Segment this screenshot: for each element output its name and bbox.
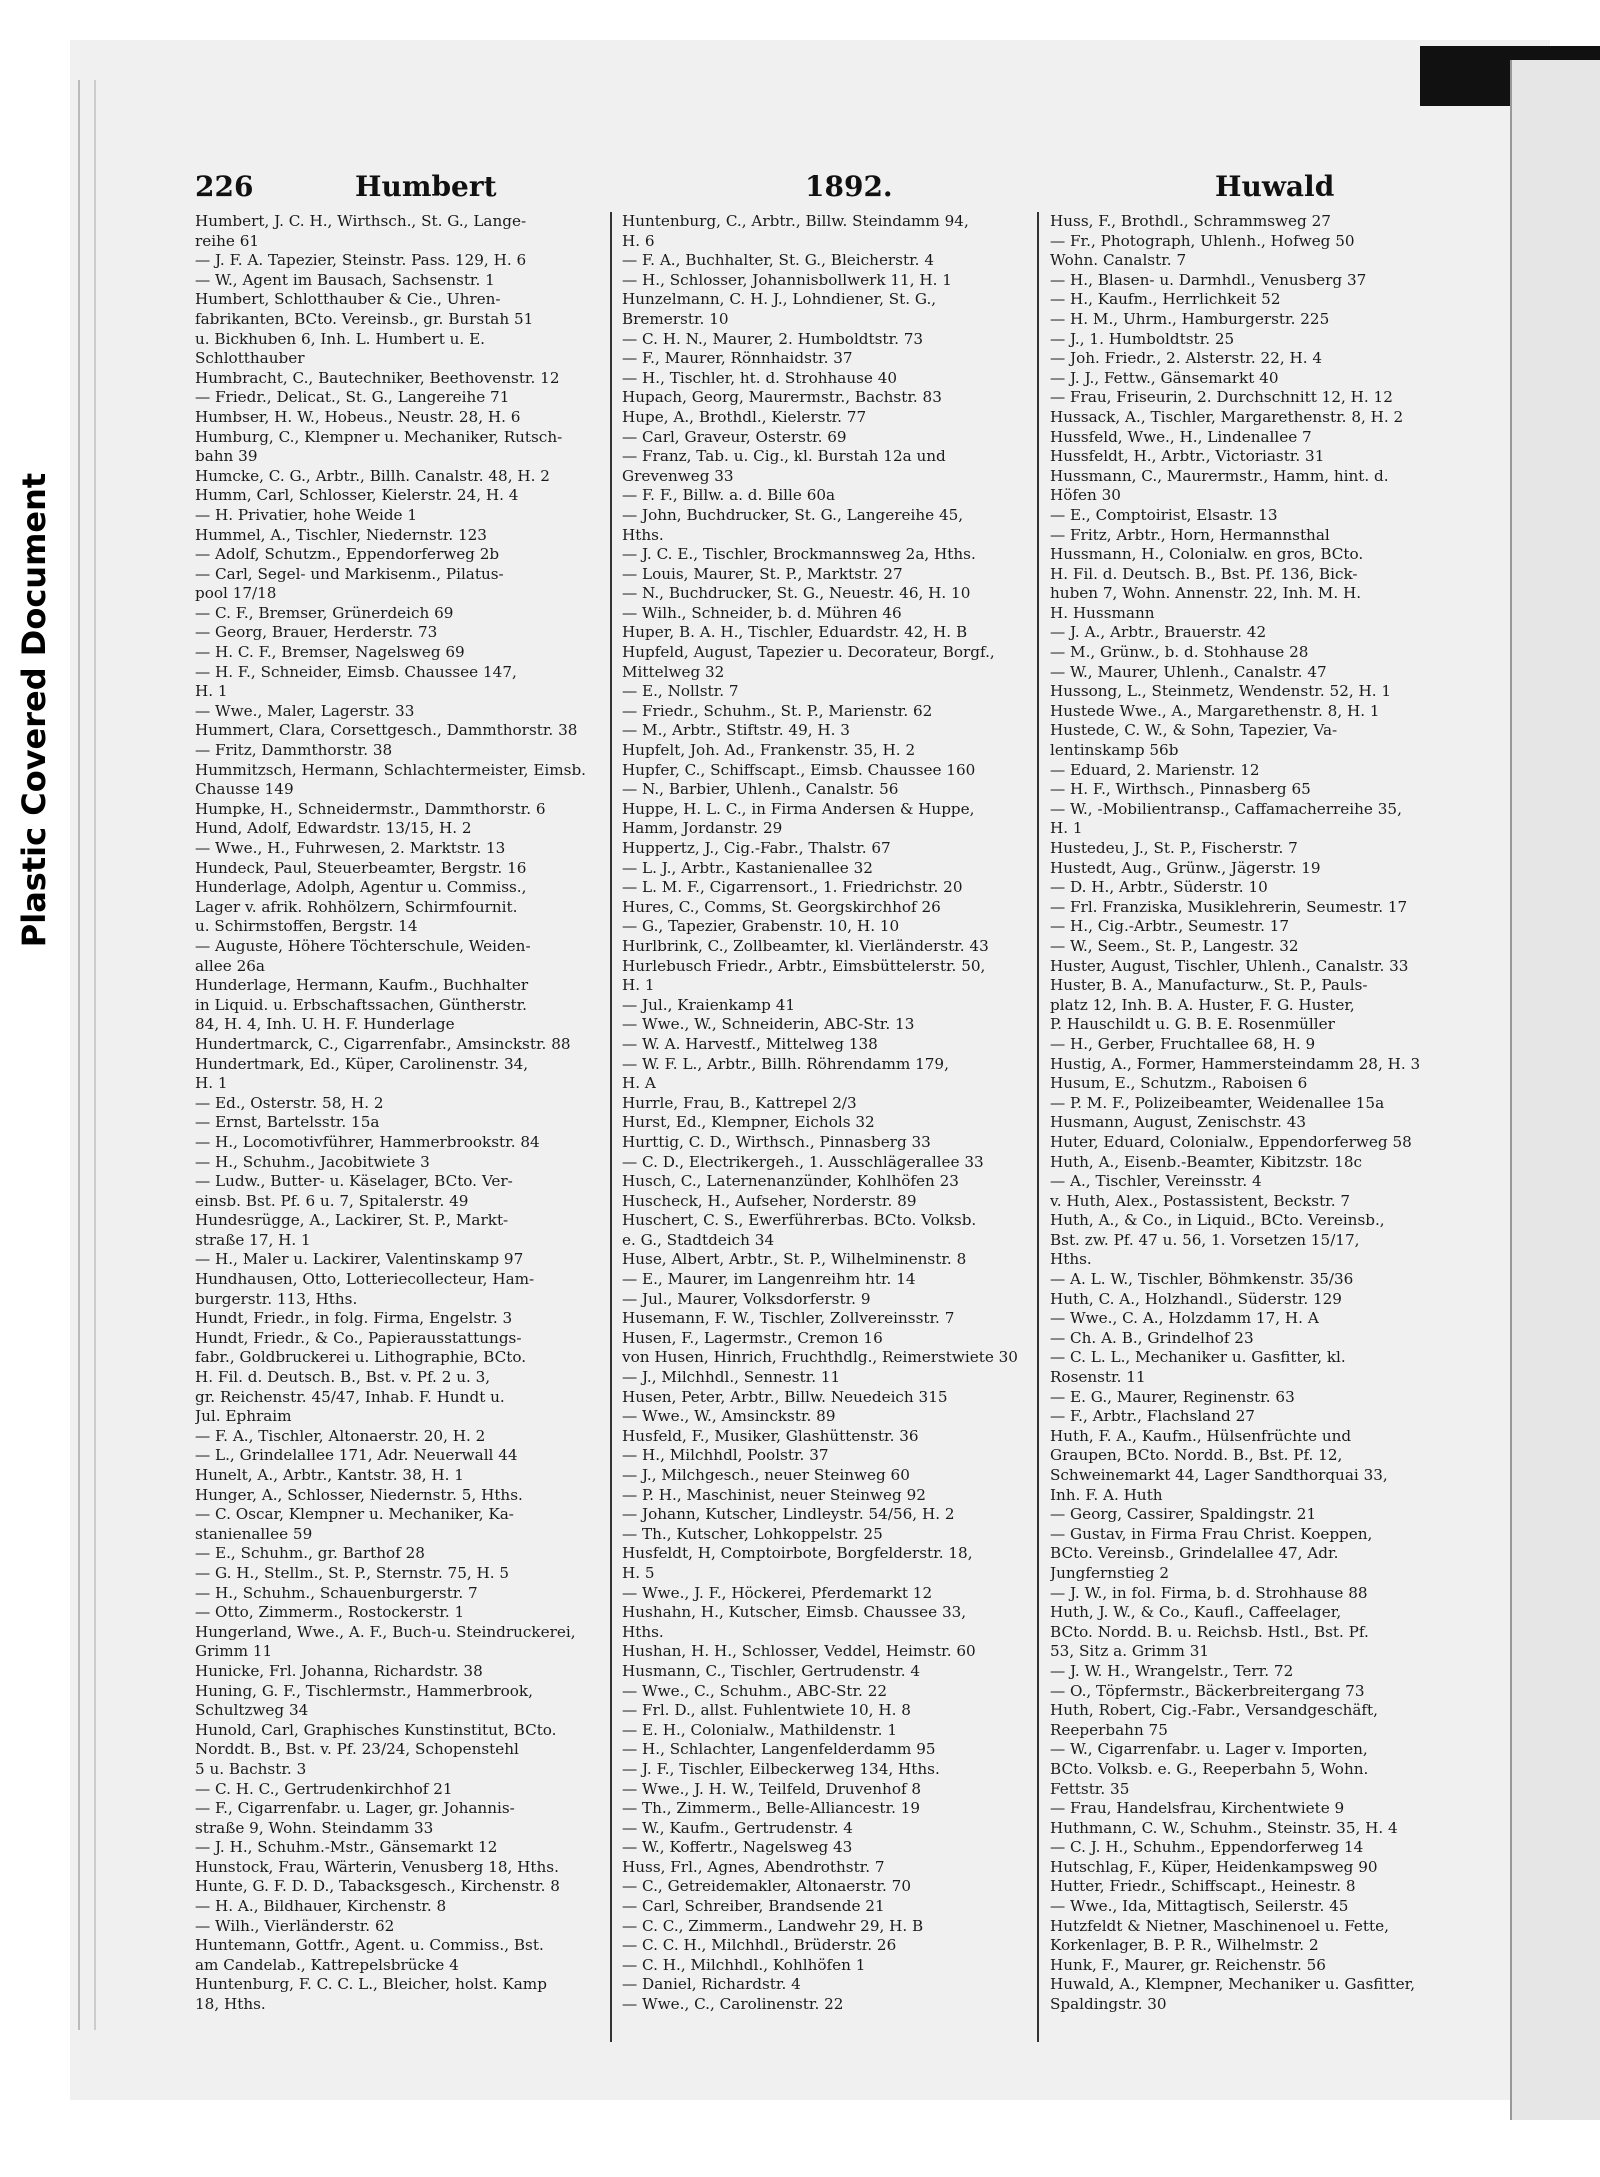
directory-line: u. Bickhuben 6, Inh. L. Humbert u. E. — [195, 329, 486, 348]
directory-line: — C. C. H., Milchhdl., Brüderstr. 26 — [622, 1936, 897, 1955]
directory-line: Norddt. B., Bst. v. Pf. 23/24, Schopenstehl — [195, 1740, 519, 1759]
directory-line: straße 17, H. 1 — [195, 1230, 311, 1249]
directory-line: Huth, F. A., Kaufm., Hülsenfrüchte und — [1050, 1426, 1352, 1445]
directory-line: platz 12, Inh. B. A. Huster, F. G. Huster, — [1050, 995, 1355, 1014]
directory-line: — C. L. L., Mechaniker u. Gasfitter, kl. — [1050, 1348, 1346, 1367]
directory-line: — A. L. W., Tischler, Böhmkenstr. 35/36 — [1050, 1270, 1354, 1289]
directory-line: H. A — [622, 1074, 656, 1093]
directory-line: — H., Tischler, ht. d. Strohhause 40 — [622, 368, 898, 387]
directory-line: — Otto, Zimmerm., Rostockerstr. 1 — [195, 1603, 465, 1622]
directory-line: — Daniel, Richardstr. 4 — [622, 1975, 801, 1994]
directory-line: — Joh. Friedr., 2. Alsterstr. 22, H. 4 — [1050, 349, 1323, 368]
directory-line: Huster, August, Tischler, Uhlenh., Canalstr. 33 — [1050, 956, 1409, 975]
directory-line: — J. H., Schuhm.-Mstr., Gänsemarkt 12 — [195, 1838, 498, 1857]
directory-line: — H., Kaufm., Herrlichkeit 52 — [1050, 290, 1281, 309]
directory-line: — W. A. Harvestf., Mittelweg 138 — [622, 1034, 878, 1053]
directory-line: — Wwe., Maler, Lagerstr. 33 — [195, 701, 415, 720]
directory-line: H. Fil. d. Deutsch. B., Bst. Pf. 136, Bick- — [1050, 564, 1358, 583]
directory-line: Husch, C., Laternenanzünder, Kohlhöfen 23 — [622, 1172, 959, 1191]
directory-line: — H., Maler u. Lackirer, Valentinskamp 97 — [195, 1250, 524, 1269]
directory-line: Hussmann, C., Maurermstr., Hamm, hint. d. — [1050, 466, 1389, 485]
directory-line: — Wwe., C., Carolinenstr. 22 — [622, 1995, 844, 2014]
directory-line: Hushan, H. H., Schlosser, Veddel, Heimstr. 60 — [622, 1642, 976, 1661]
directory-line: Huscheck, H., Aufseher, Norderstr. 89 — [622, 1191, 917, 1210]
directory-line: — N., Barbier, Uhlenh., Canalstr. 56 — [622, 780, 899, 799]
directory-line: — H., Blasen- u. Darmhdl., Venusberg 37 — [1050, 270, 1367, 289]
directory-line: — G., Tapezier, Grabenstr. 10, H. 10 — [622, 917, 900, 936]
column-divider-1 — [610, 212, 612, 2042]
header-year: 1892. — [805, 170, 893, 203]
directory-line: Husen, Peter, Arbtr., Billw. Neuedeich 315 — [622, 1387, 948, 1406]
directory-line: Hunger, A., Schlosser, Niedernstr. 5, Hths. — [195, 1485, 523, 1504]
directory-line: — F., Maurer, Rönnhaidstr. 37 — [622, 349, 853, 368]
directory-line: Hutter, Friedr., Schiffscapt., Heinestr. 8 — [1050, 1877, 1356, 1896]
header-right-word: Huwald — [1215, 170, 1335, 203]
directory-line: — P. H., Maschinist, neuer Steinweg 92 — [622, 1485, 926, 1504]
directory-line: — C. H. N., Maurer, 2. Humboldtstr. 73 — [622, 329, 924, 348]
directory-line: — J., Milchgesch., neuer Steinweg 60 — [622, 1466, 910, 1484]
directory-line: Huppe, H. L. C., in Firma Andersen & Huppe, — [622, 799, 975, 818]
directory-line: H. Fil. d. Deutsch. B., Bst. v. Pf. 2 u. 3, — [195, 1368, 491, 1387]
directory-line: Hundhausen, Otto, Lotteriecollecteur, Ham- — [195, 1270, 535, 1289]
directory-line: in Liquid. u. Erbschaftssachen, Güntherstr. — [195, 995, 528, 1014]
directory-line: Humburg, C., Klempner u. Mechaniker, Rutsch- — [195, 427, 563, 446]
directory-line: am Candelab., Kattrepelsbrücke 4 — [195, 1955, 459, 1974]
sidebar-label — [4, 440, 64, 980]
column-3 — [1050, 212, 1462, 2062]
directory-line: — C. Oscar, Klempner u. Mechaniker, Ka- — [195, 1505, 514, 1524]
directory-line: — Wwe., W., Schneiderin, ABC-Str. 13 — [622, 1015, 915, 1034]
directory-line: — H. C. F., Bremser, Nagelsweg 69 — [195, 643, 465, 662]
directory-line: Huning, G. F., Tischlermstr., Hammerbrook, — [195, 1681, 533, 1700]
directory-line: — Friedr., Schuhm., St. P., Marienstr. 62 — [622, 701, 933, 720]
header-left-word: Humbert — [355, 170, 497, 203]
directory-line: Hungerland, Wwe., A. F., Buch-u. Steindruckerei, — [195, 1622, 576, 1641]
directory-line: — H. F., Schneider, Eimsb. Chaussee 147, — [195, 662, 517, 681]
directory-line: — E., Comptoirist, Elsastr. 13 — [1050, 505, 1278, 524]
directory-line: Hund, Adolf, Edwardstr. 13/15, H. 2 — [195, 819, 472, 838]
directory-line: Huth, A., & Co., in Liquid., BCto. Vereinsb., — [1050, 1211, 1385, 1230]
directory-line: Graupen, BCto. Nordd. B., Bst. Pf. 12, — [1050, 1446, 1343, 1465]
directory-line: — H. Privatier, hohe Weide 1 — [195, 505, 418, 524]
directory-line: — Wilh., Schneider, b. d. Mühren 46 — [622, 603, 902, 622]
directory-line: Humbser, H. W., Hobeus., Neustr. 28, H. 6 — [195, 407, 521, 426]
directory-line: Hunzelmann, C. H. J., Lohndiener, St. G., — [622, 290, 937, 309]
directory-line: Husmann, August, Zenischstr. 43 — [1050, 1113, 1307, 1132]
directory-line: e. G., Stadtdeich 34 — [622, 1230, 775, 1249]
directory-line: — D. H., Arbtr., Süderstr. 10 — [1050, 878, 1268, 897]
directory-line: Hures, C., Comms, St. Georgskirchhof 26 — [622, 897, 941, 916]
directory-line: H. 5 — [622, 1563, 655, 1582]
directory-line: — Eduard, 2. Marienstr. 12 — [1050, 760, 1260, 779]
directory-line: Hurrle, Frau, B., Kattrepel 2/3 — [622, 1093, 857, 1112]
directory-line: Huper, B. A. H., Tischler, Eduardstr. 42, H. B — [622, 623, 968, 642]
directory-line: straße 9, Wohn. Steindamm 33 — [195, 1818, 434, 1837]
directory-line: H. Hussmann — [1050, 603, 1155, 622]
directory-line: Inh. F. A. Huth — [1050, 1485, 1163, 1504]
directory-line: — Auguste, Höhere Töchterschule, Weiden- — [195, 936, 531, 955]
directory-line: — H. F., Wirthsch., Pinnasberg 65 — [1050, 780, 1311, 799]
directory-line: — W., Cigarrenfabr. u. Lager v. Importen, — [1050, 1740, 1368, 1759]
directory-line: Husmann, C., Tischler, Gertrudenstr. 4 — [622, 1661, 921, 1680]
directory-line: gr. Reichenstr. 45/47, Inhab. F. Hundt u. — [195, 1387, 505, 1406]
directory-line: Hundertmarck, C., Cigarrenfabr., Amsinckstr. 88 — [195, 1034, 571, 1053]
directory-line: Hutschlag, F., Küper, Heidenkampsweg 90 — [1050, 1857, 1378, 1876]
directory-line: — J. J., Fettw., Gänsemarkt 40 — [1050, 368, 1279, 387]
directory-line: lentinskamp 56b — [1050, 741, 1179, 760]
directory-line: — Fritz, Dammthorstr. 38 — [195, 741, 393, 760]
directory-line: Hths. — [1050, 1250, 1092, 1269]
directory-line: — C. H., Milchhdl., Kohlhöfen 1 — [622, 1955, 866, 1974]
directory-line: Hurst, Ed., Klempner, Eichols 32 — [622, 1113, 875, 1132]
directory-line: — Frau, Friseurin, 2. Durchschnitt 12, H. 12 — [1050, 388, 1393, 407]
directory-line: — W., Agent im Bausach, Sachsenstr. 1 — [195, 270, 495, 289]
directory-line: Hussong, L., Steinmetz, Wendenstr. 52, H. 1 — [1050, 682, 1392, 701]
directory-line: Hushahn, H., Kutscher, Eimsb. Chaussee 33, — [622, 1603, 967, 1622]
directory-line: — Carl, Segel- und Markisenm., Pilatus- — [195, 564, 504, 583]
directory-line: — Ernst, Bartelsstr. 15a — [195, 1113, 380, 1132]
directory-line: v. Huth, Alex., Postassistent, Beckstr. 7 — [1050, 1191, 1351, 1210]
directory-line: Lager v. afrik. Rohhölzern, Schirmfournit. — [195, 897, 518, 916]
directory-line: Huthmann, C. W., Schuhm., Steinstr. 35, H. 4 — [1050, 1818, 1398, 1837]
directory-line: Hurlbrink, C., Zollbeamter, kl. Vierländerstr. 43 — [622, 936, 989, 955]
directory-line: — H., Milchhdl, Poolstr. 37 — [622, 1446, 829, 1465]
directory-line: — W., Maurer, Uhlenh., Canalstr. 47 — [1050, 662, 1327, 681]
directory-line: Huschert, C. S., Ewerführerbas. BCto. Volksb. — [622, 1211, 977, 1230]
directory-line: Bremerstr. 10 — [622, 309, 729, 328]
directory-line: Hunelt, A., Arbtr., Kantstr. 38, H. 1 — [195, 1466, 464, 1484]
directory-line: Hummitzsch, Hermann, Schlachtermeister, Eimsb. — [195, 760, 587, 779]
directory-line: — Frl. D., allst. Fuhlentwiete 10, H. 8 — [622, 1701, 911, 1720]
directory-line: — Fr., Photograph, Uhlenh., Hofweg 50 — [1050, 231, 1355, 250]
directory-line: Hundesrügge, A., Lackirer, St. P., Markt- — [195, 1211, 509, 1230]
directory-line: — Louis, Maurer, St. P., Marktstr. 27 — [622, 564, 903, 583]
directory-line: — Wwe., J. H. W., Teilfeld, Druvenhof 8 — [622, 1779, 922, 1798]
directory-line: — Ludw., Butter- u. Käselager, BCto. Ver- — [195, 1172, 513, 1191]
directory-line: Huntenburg, C., Arbtr., Billw. Steindamm 94, — [622, 212, 969, 230]
directory-line: Hundt, Friedr., in folg. Firma, Engelstr. 3 — [195, 1309, 513, 1328]
directory-line: 18, Hths. — [195, 1995, 266, 2014]
directory-line: — H., Gerber, Fruchtallee 68, H. 9 — [1050, 1034, 1316, 1053]
column-divider-2 — [1037, 212, 1039, 2042]
directory-line: Hummel, A., Tischler, Niedernstr. 123 — [195, 525, 487, 544]
left-margin — [0, 0, 70, 2177]
directory-line: — W., Seem., St. P., Langestr. 32 — [1050, 936, 1299, 955]
directory-line: — F. A., Tischler, Altonaerstr. 20, H. 2 — [195, 1426, 486, 1445]
directory-line: — C. C., Zimmerm., Landwehr 29, H. B — [622, 1916, 924, 1935]
directory-line: Humm, Carl, Schlosser, Kielerstr. 24, H. 4 — [195, 486, 519, 505]
directory-line: Korkenlager, B. P. R., Wilhelmstr. 2 — [1050, 1936, 1319, 1955]
directory-line: Husen, F., Lagermstr., Cremon 16 — [622, 1328, 883, 1347]
directory-line: Hupfeld, August, Tapezier u. Decorateur, Borgf., — [622, 643, 995, 662]
directory-line: H. 1 — [195, 1074, 228, 1093]
directory-line: — J. W., in fol. Firma, b. d. Strohhause 88 — [1050, 1583, 1368, 1602]
directory-line: BCto. Vereinsb., Grindelallee 47, Adr. — [1050, 1544, 1339, 1563]
adjacent-page-edge — [1510, 60, 1600, 2120]
directory-line: Huth, A., Eisenb.-Beamter, Kibitzstr. 18c — [1050, 1152, 1363, 1171]
directory-line: Hunte, G. F. D. D., Tabacksgesch., Kirchenstr. 8 — [195, 1877, 560, 1896]
directory-line: Hundeck, Paul, Steuerbeamter, Bergstr. 16 — [195, 858, 527, 877]
directory-line: — J., Milchhdl., Sennestr. 11 — [622, 1368, 841, 1387]
directory-line: Rosenstr. 11 — [1050, 1368, 1146, 1387]
directory-line: Fettstr. 35 — [1050, 1779, 1130, 1798]
directory-line: Hustig, A., Former, Hammersteindamm 28, H. 3 — [1050, 1054, 1421, 1073]
directory-line: — Georg, Cassirer, Spaldingstr. 21 — [1050, 1505, 1317, 1524]
directory-line: Schlotthauber — [195, 349, 305, 368]
directory-line: — Jul., Maurer, Volksdorferstr. 9 — [622, 1289, 871, 1308]
column-1 — [195, 212, 600, 2062]
directory-line: H. 1 — [622, 976, 655, 995]
directory-line: Husemann, F. W., Tischler, Zollvereinsstr. 7 — [622, 1309, 955, 1328]
column-2 — [622, 212, 1028, 2062]
directory-line: Hussfeldt, H., Arbtr., Victoriastr. 31 — [1050, 447, 1325, 466]
directory-line: Hamm, Jordanstr. 29 — [622, 819, 783, 838]
directory-line: Spaldingstr. 30 — [1050, 1995, 1167, 2014]
directory-line: BCto. Volksb. e. G., Reeperbahn 5, Wohn. — [1050, 1759, 1369, 1778]
directory-line: Hurttig, C. D., Wirthsch., Pinnasberg 33 — [622, 1132, 931, 1151]
directory-line: — F., Cigarrenfabr. u. Lager, gr. Johannis- — [195, 1799, 515, 1818]
directory-line: — C. J. H., Schuhm., Eppendorferweg 14 — [1050, 1838, 1364, 1857]
directory-line: stanienallee 59 — [195, 1524, 313, 1543]
directory-line: — John, Buchdrucker, St. G., Langereihe 45, — [622, 505, 964, 524]
directory-line: Huth, J. W., & Co., Kaufl., Caffeelager, — [1050, 1603, 1342, 1622]
directory-line: Hustede, C. W., & Sohn, Tapezier, Va- — [1050, 721, 1338, 740]
directory-line: einsb. Bst. Pf. 6 u. 7, Spitalerstr. 49 — [195, 1191, 469, 1210]
directory-line: P. Hauschildt u. G. B. E. Rosenmüller — [1050, 1015, 1335, 1034]
directory-line: — Georg, Brauer, Herderstr. 73 — [195, 623, 438, 642]
directory-line: — E. G., Maurer, Reginenstr. 63 — [1050, 1387, 1295, 1406]
directory-line: — Wwe., J. F., Höckerei, Pferdemarkt 12 — [622, 1583, 933, 1602]
directory-line: — Wilh., Vierländerstr. 62 — [195, 1916, 395, 1935]
directory-line: — Wwe., C. A., Holzdamm 17, H. A — [1050, 1309, 1319, 1328]
directory-line: — M., Grünw., b. d. Stohhause 28 — [1050, 643, 1309, 662]
directory-line: Hunold, Carl, Graphisches Kunstinstitut, BCto. — [195, 1720, 557, 1739]
directory-line: Jungfernstieg 2 — [1050, 1563, 1169, 1582]
directory-line: Hummert, Clara, Corsettgesch., Dammthorstr. 38 — [195, 721, 578, 740]
directory-line: — L. M. F., Cigarrensort., 1. Friedrichstr. 20 — [622, 878, 963, 897]
directory-line: burgerstr. 113, Hths. — [195, 1289, 358, 1308]
directory-line: — Wwe., H., Fuhrwesen, 2. Marktstr. 13 — [195, 839, 506, 857]
directory-line: — Frl. Franziska, Musiklehrerin, Seumestr. 17 — [1050, 897, 1408, 916]
sidebar-label-text: Plastic Covered Document — [15, 472, 54, 948]
directory-line: Grevenweg 33 — [622, 466, 734, 485]
directory-line: — H., Schlosser, Johannisbollwerk 11, H. 1 — [622, 270, 952, 289]
directory-line: Hussfeld, Wwe., H., Lindenallee 7 — [1050, 427, 1312, 446]
directory-line: — H., Schlachter, Langenfelderdamm 95 — [622, 1740, 936, 1759]
directory-line: — W., Kaufm., Gertrudenstr. 4 — [622, 1818, 853, 1837]
directory-line: — E., Maurer, im Langenreihm htr. 14 — [622, 1270, 916, 1289]
directory-line: allee 26a — [195, 956, 265, 975]
directory-line: — J., 1. Humboldtstr. 25 — [1050, 329, 1235, 348]
directory-line: H. 6 — [622, 231, 655, 250]
directory-line: — H., Schuhm., Schauenburgerstr. 7 — [195, 1583, 478, 1602]
directory-line: — J. F. A. Tapezier, Steinstr. Pass. 129, H. 6 — [195, 251, 527, 270]
directory-line: huben 7, Wohn. Annenstr. 22, Inh. M. H. — [1050, 584, 1362, 603]
directory-line: — J. F., Tischler, Eilbeckerweg 134, Hths. — [622, 1759, 940, 1778]
directory-line: Huntenburg, F. C. C. L., Bleicher, holst. Kamp — [195, 1975, 547, 1994]
directory-line: — Th., Kutscher, Lohkoppelstr. 25 — [622, 1524, 883, 1543]
directory-line: Huntemann, Gottfr., Agent. u. Commiss., Bst. — [195, 1936, 544, 1955]
directory-line: Huth, C. A., Holzhandl., Süderstr. 129 — [1050, 1289, 1342, 1308]
directory-line: — Th., Zimmerm., Belle-Alliancestr. 19 — [622, 1799, 921, 1818]
directory-line: Humbert, Schlotthauber & Cie., Uhren- — [195, 290, 501, 309]
directory-line: — N., Buchdrucker, St. G., Neuestr. 46, H. 10 — [622, 584, 971, 603]
directory-line: Mittelweg 32 — [622, 662, 725, 681]
directory-line: Huss, F., Brothdl., Schrammsweg 27 — [1050, 212, 1331, 230]
directory-line: 5 u. Bachstr. 3 — [195, 1759, 307, 1778]
directory-line: Bst. zw. Pf. 47 u. 56, 1. Vorsetzen 15/17, — [1050, 1230, 1360, 1249]
directory-line: — H. M., Uhrm., Hamburgerstr. 225 — [1050, 309, 1330, 328]
directory-line: — C., Getreidemakler, Altonaerstr. 70 — [622, 1877, 911, 1896]
directory-line: Hussack, A., Tischler, Margarethenstr. 8, H. 2 — [1050, 407, 1404, 426]
directory-line: — H., Locomotivführer, Hammerbrookstr. 84 — [195, 1132, 540, 1151]
directory-line: Hths. — [622, 1622, 664, 1641]
directory-line: — Ch. A. B., Grindelhof 23 — [1050, 1328, 1254, 1347]
directory-line: Hupach, Georg, Maurermstr., Bachstr. 83 — [622, 388, 942, 407]
directory-line: — P. M. F., Polizeibeamter, Weidenallee 15a — [1050, 1093, 1385, 1112]
directory-line: Hunderlage, Hermann, Kaufm., Buchhalter — [195, 976, 529, 995]
directory-line: — J. W. H., Wrangelstr., Terr. 72 — [1050, 1661, 1294, 1680]
directory-line: Reeperbahn 75 — [1050, 1720, 1168, 1739]
directory-line: Husum, E., Schutzm., Raboisen 6 — [1050, 1074, 1308, 1093]
page-edge — [78, 80, 96, 2030]
directory-line: — E., Schuhm., gr. Barthof 28 — [195, 1544, 425, 1563]
directory-line: Huster, B. A., Manufacturw., St. P., Pauls- — [1050, 976, 1368, 995]
directory-line: H. 1 — [1050, 819, 1083, 838]
directory-line: — C. F., Bremser, Grünerdeich 69 — [195, 603, 454, 622]
directory-line: — Gustav, in Firma Frau Christ. Koeppen, — [1050, 1524, 1373, 1543]
directory-line: fabr., Goldbruckerei u. Lithographie, BCto. — [195, 1348, 527, 1367]
directory-line: Huss, Frl., Agnes, Abendrothstr. 7 — [622, 1857, 885, 1876]
directory-line: — L. J., Arbtr., Kastanienallee 32 — [622, 858, 873, 877]
directory-line: Hustede Wwe., A., Margarethenstr. 8, H. 1 — [1050, 701, 1380, 720]
directory-line: — G. H., Stellm., St. P., Sternstr. 75, H. 5 — [195, 1563, 510, 1582]
directory-line: Huppertz, J., Cig.-Fabr., Thalstr. 67 — [622, 839, 891, 857]
directory-line: — L., Grindelallee 171, Adr. Neuerwall 44 — [195, 1446, 518, 1465]
directory-line: Husfeldt, H, Comptoirbote, Borgfelderstr. 18, — [622, 1544, 973, 1563]
directory-line: reihe 61 — [195, 231, 260, 250]
directory-line: — F. F., Billw. a. d. Bille 60a — [622, 486, 836, 505]
directory-line: Humcke, C. G., Arbtr., Billh. Canalstr. 48, H. 2 — [195, 466, 550, 485]
directory-line: Hundt, Friedr., & Co., Papierausstattungs- — [195, 1328, 522, 1347]
directory-line: — Franz, Tab. u. Cig., kl. Burstah 12a und — [622, 447, 946, 466]
directory-line: — M., Arbtr., Stiftstr. 49, H. 3 — [622, 721, 850, 740]
directory-line: u. Schirmstoffen, Bergstr. 14 — [195, 917, 418, 936]
directory-line: Huse, Albert, Arbtr., St. P., Wilhelminenstr. 8 — [622, 1250, 967, 1269]
directory-line: Humbert, J. C. H., Wirthsch., St. G., Lange- — [195, 212, 527, 230]
directory-line: — Friedr., Delicat., St. G., Langereihe 71 — [195, 388, 510, 407]
directory-line: Humpke, H., Schneidermstr., Dammthorstr. 6 — [195, 799, 546, 818]
directory-line: — W., Koffertr., Nagelsweg 43 — [622, 1838, 853, 1857]
directory-line: Hupe, A., Brothdl., Kielerstr. 77 — [622, 407, 867, 426]
directory-line: — Wwe., W., Amsinckstr. 89 — [622, 1407, 836, 1426]
directory-line: — Adolf, Schutzm., Eppendorferweg 2b — [195, 545, 500, 564]
directory-line: Husfeld, F., Musiker, Glashüttenstr. 36 — [622, 1426, 919, 1445]
directory-line: — W. F. L., Arbtr., Billh. Röhrendamm 179, — [622, 1054, 949, 1073]
directory-line: — Fritz, Arbtr., Horn, Hermannsthal — [1050, 525, 1330, 544]
directory-line: — Wwe., C., Schuhm., ABC-Str. 22 — [622, 1681, 888, 1700]
directory-line: 84, H. 4, Inh. U. H. F. Hunderlage — [195, 1015, 455, 1034]
directory-line: bahn 39 — [195, 447, 258, 466]
directory-line: — H., Schuhm., Jacobitwiete 3 — [195, 1152, 430, 1171]
directory-line: — O., Töpfermstr., Bäckerbreitergang 73 — [1050, 1681, 1365, 1700]
directory-line: Hupfer, C., Schiffscapt., Eimsb. Chaussee 160 — [622, 760, 976, 779]
directory-line: — F., Arbtr., Flachsland 27 — [1050, 1407, 1255, 1426]
directory-line: H. 1 — [195, 682, 228, 701]
directory-line: Höfen 30 — [1050, 486, 1121, 505]
directory-line: — J. A., Arbtr., Brauerstr. 42 — [1050, 623, 1267, 642]
directory-line: — Ed., Osterstr. 58, H. 2 — [195, 1093, 384, 1112]
directory-line: — H., Cig.-Arbtr., Seumestr. 17 — [1050, 917, 1290, 936]
directory-line: — H. A., Bildhauer, Kirchenstr. 8 — [195, 1897, 447, 1916]
directory-line: Wohn. Canalstr. 7 — [1050, 251, 1187, 270]
directory-line: BCto. Nordd. B. u. Reichsb. Hstl., Bst. Pf. — [1050, 1622, 1369, 1641]
directory-line: — C. H. C., Gertrudenkirchhof 21 — [195, 1779, 453, 1798]
directory-line: Hundertmark, Ed., Küper, Carolinenstr. 34, — [195, 1054, 529, 1073]
directory-line: Grimm 11 — [195, 1642, 273, 1661]
directory-line: Hunstock, Frau, Wärterin, Venusberg 18, Hths. — [195, 1857, 559, 1876]
directory-line: Hupfelt, Joh. Ad., Frankenstr. 35, H. 2 — [622, 741, 916, 760]
directory-line: Hunderlage, Adolph, Agentur u. Commiss., — [195, 878, 527, 897]
directory-line: — E. H., Colonialw., Mathildenstr. 1 — [622, 1720, 897, 1739]
directory-line: Huwald, A., Klempner, Mechaniker u. Gasfitter, — [1050, 1975, 1416, 1994]
directory-line: von Husen, Hinrich, Fruchthdlg., Reimerstwiete 30 — [622, 1348, 1018, 1367]
directory-line: — Jul., Kraienkamp 41 — [622, 995, 796, 1014]
directory-line: Hths. — [622, 525, 664, 544]
directory-line: — Frau, Handelsfrau, Kirchentwiete 9 — [1050, 1799, 1345, 1818]
directory-line: Jul. Ephraim — [195, 1407, 292, 1426]
directory-line: Hunicke, Frl. Johanna, Richardstr. 38 — [195, 1661, 483, 1680]
directory-line: — Carl, Graveur, Osterstr. 69 — [622, 427, 847, 446]
directory-line: Hustedt, Aug., Grünw., Jägerstr. 19 — [1050, 858, 1321, 877]
directory-line: Humbracht, C., Bautechniker, Beethovenstr. 12 — [195, 368, 560, 387]
directory-line: Schultzweg 34 — [195, 1701, 309, 1720]
directory-line: — A., Tischler, Vereinsstr. 4 — [1050, 1172, 1262, 1191]
directory-line: Huter, Eduard, Colonialw., Eppendorferweg 58 — [1050, 1132, 1412, 1151]
directory-line: Hurlebusch Friedr., Arbtr., Eimsbüttelerstr. 50, — [622, 956, 986, 975]
page-number: 226 — [195, 170, 254, 203]
directory-line: pool 17/18 — [195, 584, 277, 603]
directory-line: Hussmann, H., Colonialw. en gros, BCto. — [1050, 545, 1364, 564]
directory-line: Schweinemarkt 44, Lager Sandthorquai 33, — [1050, 1466, 1388, 1484]
directory-line: — Carl, Schreiber, Brandsende 21 — [622, 1897, 885, 1916]
page-header — [195, 170, 1395, 210]
directory-line: — F. A., Buchhalter, St. G., Bleicherstr. 4 — [622, 251, 934, 270]
directory-line: Hunk, F., Maurer, gr. Reichenstr. 56 — [1050, 1955, 1326, 1974]
directory-line: — E., Nollstr. 7 — [622, 682, 739, 701]
directory-line: fabrikanten, BCto. Vereinsb., gr. Burstah 51 — [195, 309, 534, 328]
directory-line: — J. C. E., Tischler, Brockmannsweg 2a, Hths. — [622, 545, 976, 564]
directory-line: — W., -Mobilientransp., Caffamacherreihe 35, — [1050, 799, 1402, 818]
directory-line: Huth, Robert, Cig.-Fabr., Versandgeschäft, — [1050, 1701, 1378, 1720]
directory-line: 53, Sitz a. Grimm 31 — [1050, 1642, 1210, 1661]
directory-line: Hustedeu, J., St. P., Fischerstr. 7 — [1050, 839, 1298, 857]
directory-line: Hutzfeldt & Nietner, Maschinenoel u. Fette, — [1050, 1916, 1389, 1935]
directory-line: — C. D., Electrikergeh., 1. Ausschlägerallee 33 — [622, 1152, 984, 1171]
directory-line: Chausse 149 — [195, 780, 294, 799]
directory-line: — Johann, Kutscher, Lindleystr. 54/56, H. 2 — [622, 1505, 955, 1524]
directory-line: — Wwe., Ida, Mittagtisch, Seilerstr. 45 — [1050, 1897, 1349, 1916]
